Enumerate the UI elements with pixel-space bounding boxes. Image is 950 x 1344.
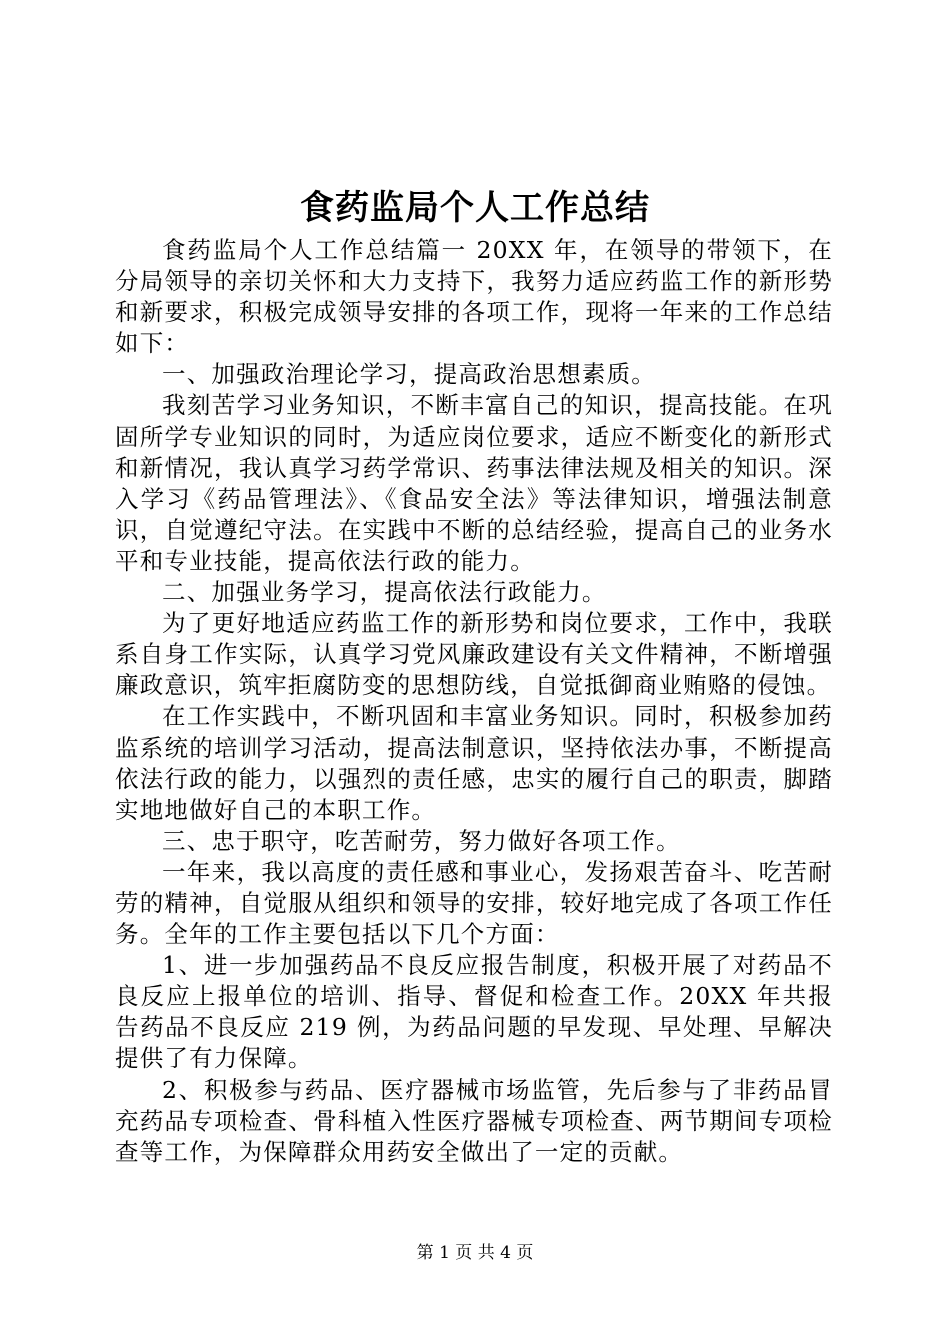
- paragraph-practice: 在工作实践中，不断巩固和丰富业务知识。同时，积极参加药监系统的培训学习活动，提高法制意识，坚持依法办事，不断提高依法行政的能力，以强烈的责任感，忠实的履行自己的职责，脚踏实地地做好自己的本职工作。: [115, 702, 833, 824]
- page-number-footer: 第 1 页 共 4 页: [416, 1243, 534, 1263]
- section-heading-3: 三、忠于职守，吃苦耐劳，努力做好各项工作。: [162, 826, 681, 855]
- list-item-1: 1、进一步加强药品不良反应报告制度，积极开展了对药品不良反应上报单位的培训、指导、督促和检查工作。20XX 年共报告药品不良反应 219 例，为药品问题的早发现、早处理、早解决提供了有力保障。: [115, 951, 833, 1073]
- section-heading-2: 二、加强业务学习，提高依法行政能力。: [162, 578, 607, 607]
- list-item-2: 2、积极参与药品、医疗器械市场监管，先后参与了非药品冒充药品专项检查、骨科植入性医疗器械专项检查、两节期间专项检查等工作，为保障群众用药安全做出了一定的贡献。: [115, 1075, 833, 1166]
- section-heading-1: 一、加强政治理论学习，提高政治思想素质。: [162, 360, 656, 389]
- document-body: [115, 235, 833, 1168]
- paragraph-year-summary: 一年来，我以高度的责任感和事业心，发扬艰苦奋斗、吃苦耐劳的精神，自觉服从组织和领导的安排，较好地完成了各项工作任务。全年的工作主要包括以下几个方面：: [115, 857, 833, 949]
- paragraph-intro: 食药监局个人工作总结篇一 20XX 年，在领导的带领下，在分局领导的亲切关怀和大力支持下，我努力适应药监工作的新形势和新要求，积极完成领导安排的各项工作，现将一年来的工作总结如下：: [115, 236, 833, 358]
- paragraph-study: 我刻苦学习业务知识，不断丰富自己的知识，提高技能。在巩固所学专业知识的同时，为适应岗位要求，适应不断变化的新形式和新情况，我认真学习药学常识、药事法律法规及相关的知识。深入学习《药品管理法》、《食品安全法》等法律知识，增强法制意识，自觉遵纪守法。在实践中不断的总结经验，提高自己的业务水平和专业技能，提高依法行政的能力。: [115, 391, 833, 575]
- document-title: 食药监局个人工作总结: [300, 188, 650, 228]
- paragraph-integrity: 为了更好地适应药监工作的新形势和岗位要求，工作中，我联系自身工作实际，认真学习党风廉政建设有关文件精神，不断增强廉政意识，筑牢拒腐防变的思想防线，自觉抵御商业贿赂的侵蚀。: [115, 609, 833, 700]
